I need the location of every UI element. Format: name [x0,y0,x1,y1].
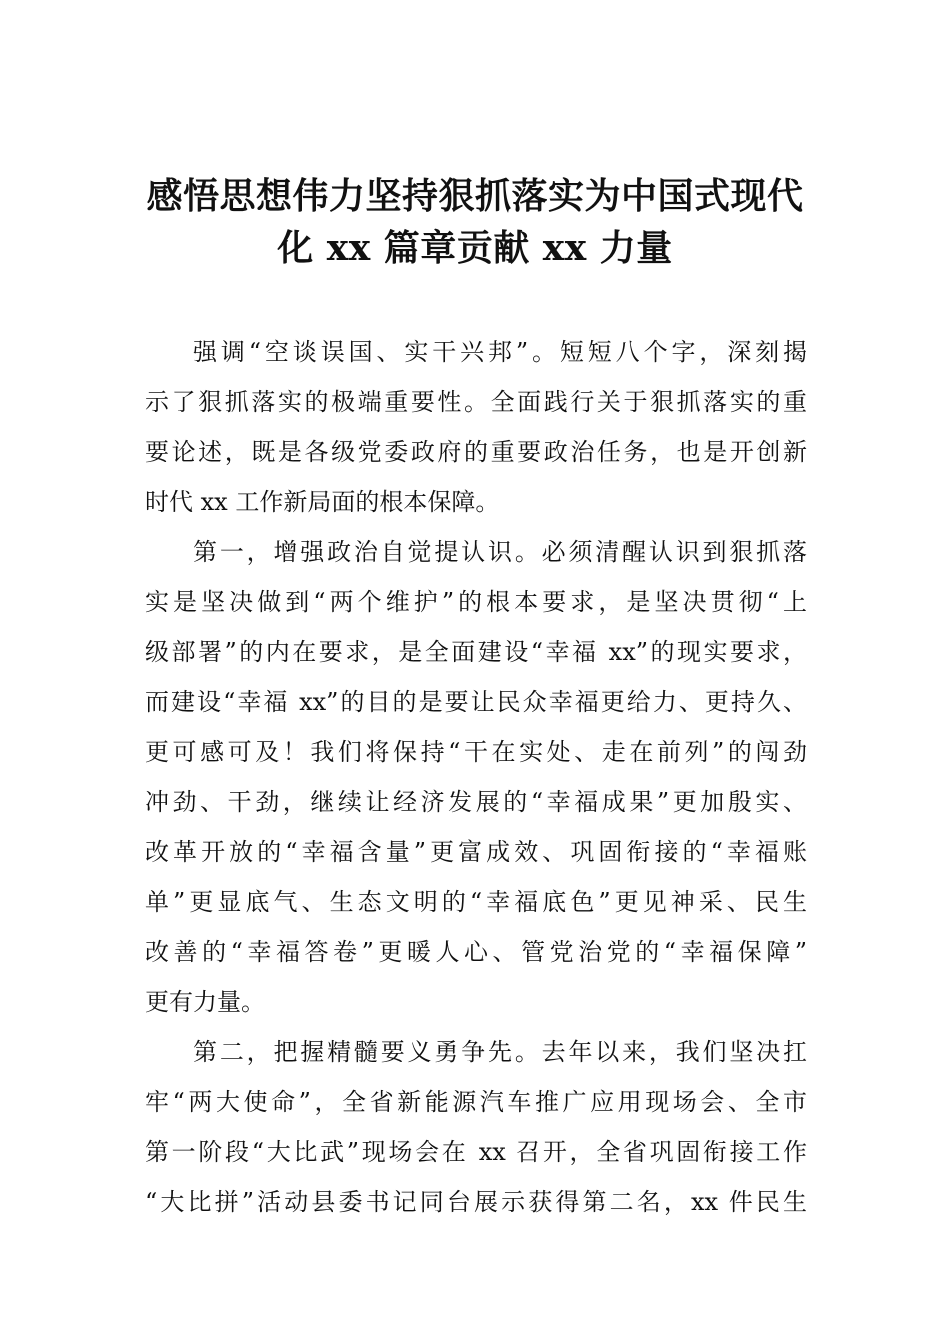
body-line: 示了狠抓落实的极端重要性。全面践行关于狠抓落实的重 [145,388,807,416]
body-line: 第二，把握精髓要义勇争先。去年以来，我们坚决扛 [193,1038,807,1066]
title-line-2: 化 xx 篇章贡献 xx 力量 [277,227,673,269]
body-line: 冲劲、干劲，继续让经济发展的“幸福成果”更加殷实、 [145,788,807,816]
body-line: 强调“空谈误国、实干兴邦”。短短八个字，深刻揭 [193,338,807,366]
body-line: 级部署”的内在要求，是全面建设“幸福 xx”的现实要求， [145,638,807,666]
document-body [145,327,807,1227]
body-line: 要论述，既是各级党委政府的重要政治任务，也是开创新 [145,438,807,466]
document-title [140,170,810,274]
body-line: 单”更显底气、生态文明的“幸福底色”更见神采、民生 [145,888,807,916]
title-line-1: 感悟思想伟力坚持狠抓落实为中国式现代 [146,175,804,217]
body-line: 牢“两大使命”，全省新能源汽车推广应用现场会、全市 [145,1088,807,1116]
body-line: 实是坚决做到“两个维护”的根本要求，是坚决贯彻“上 [145,588,807,616]
body-line: 更有力量。 [145,988,265,1016]
body-line: 而建设“幸福 xx”的目的是要让民众幸福更给力、更持久、 [145,688,807,716]
body-line: 时代 xx 工作新局面的根本保障。 [145,488,500,516]
body-line: 第一，增强政治自觉提认识。必须清醒认识到狠抓落 [193,538,807,566]
body-line: 更可感可及！我们将保持“干在实处、走在前列”的闯劲 [145,738,807,766]
body-line: 改革开放的“幸福含量”更富成效、巩固衔接的“幸福账 [145,838,807,866]
body-line: “大比拼”活动县委书记同台展示获得第二名，xx 件民生 [145,1188,807,1216]
body-line: 第一阶段“大比武”现场会在 xx 召开，全省巩固衔接工作 [145,1138,807,1166]
body-line: 改善的“幸福答卷”更暖人心、管党治党的“幸福保障” [145,938,807,966]
